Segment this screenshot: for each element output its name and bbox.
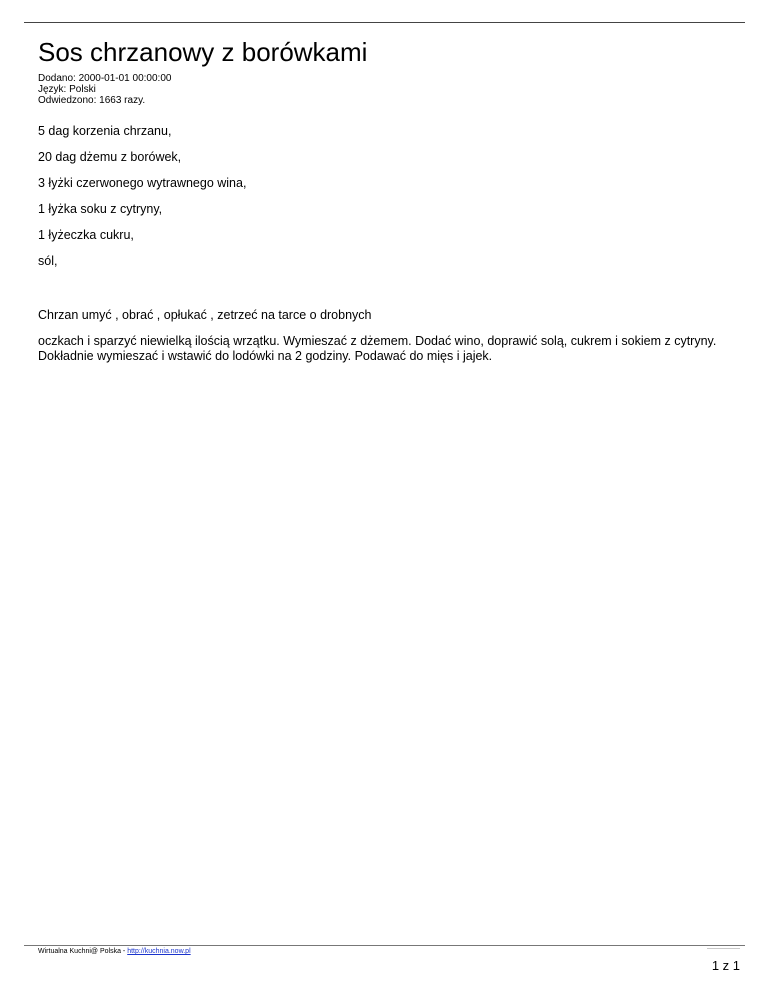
ingredient-item: 1 łyżka soku z cytryny, (38, 202, 163, 216)
ingredient-item: 20 dag dżemu z borówek, (38, 150, 182, 164)
ingredient-item: 5 dag korzenia chrzanu, (38, 124, 172, 138)
ingredients-list (38, 124, 246, 280)
page-title: Sos chrzanowy z borówkami (38, 37, 368, 67)
top-divider (24, 22, 745, 23)
ingredient-item: 1 łyżeczka cukru, (38, 228, 134, 242)
instructions-paragraph-1: Chrzan umyć , obrać , opłukać , zetrzeć na tarce o drobnych (38, 308, 372, 322)
ingredient-item: 3 łyżki czerwonego wytrawnego wina, (38, 176, 247, 190)
page-number: 1 z 1 (711, 958, 740, 973)
ingredient-item: sól, (38, 254, 58, 268)
footer-credit (38, 948, 191, 956)
footer-mark-line (707, 948, 740, 949)
meta-added: Dodano: 2000-01-01 00:00:00 (38, 73, 172, 84)
footer-site-link[interactable]: http://kuchnia.now.pl (127, 948, 191, 955)
instructions-paragraph-2: oczkach i sparzyć niewielką ilością wrzątku. Wymieszać z dżemem. Dodać wino, doprawić solą, cukrem i sokiem z cytryny. Dokładnie wymieszać i wstawić do lodówki na 2 godziny. Podawać do mięs i jajek. (38, 334, 717, 363)
instructions (38, 308, 728, 364)
footer-site-name: Wirtualna Kuchni@ Polska - (38, 948, 128, 955)
footer-divider (24, 945, 745, 946)
meta-visited: Odwiedzono: 1663 razy. (38, 95, 146, 106)
meta-language: Język: Polski (38, 84, 96, 95)
recipe-meta (38, 73, 171, 106)
